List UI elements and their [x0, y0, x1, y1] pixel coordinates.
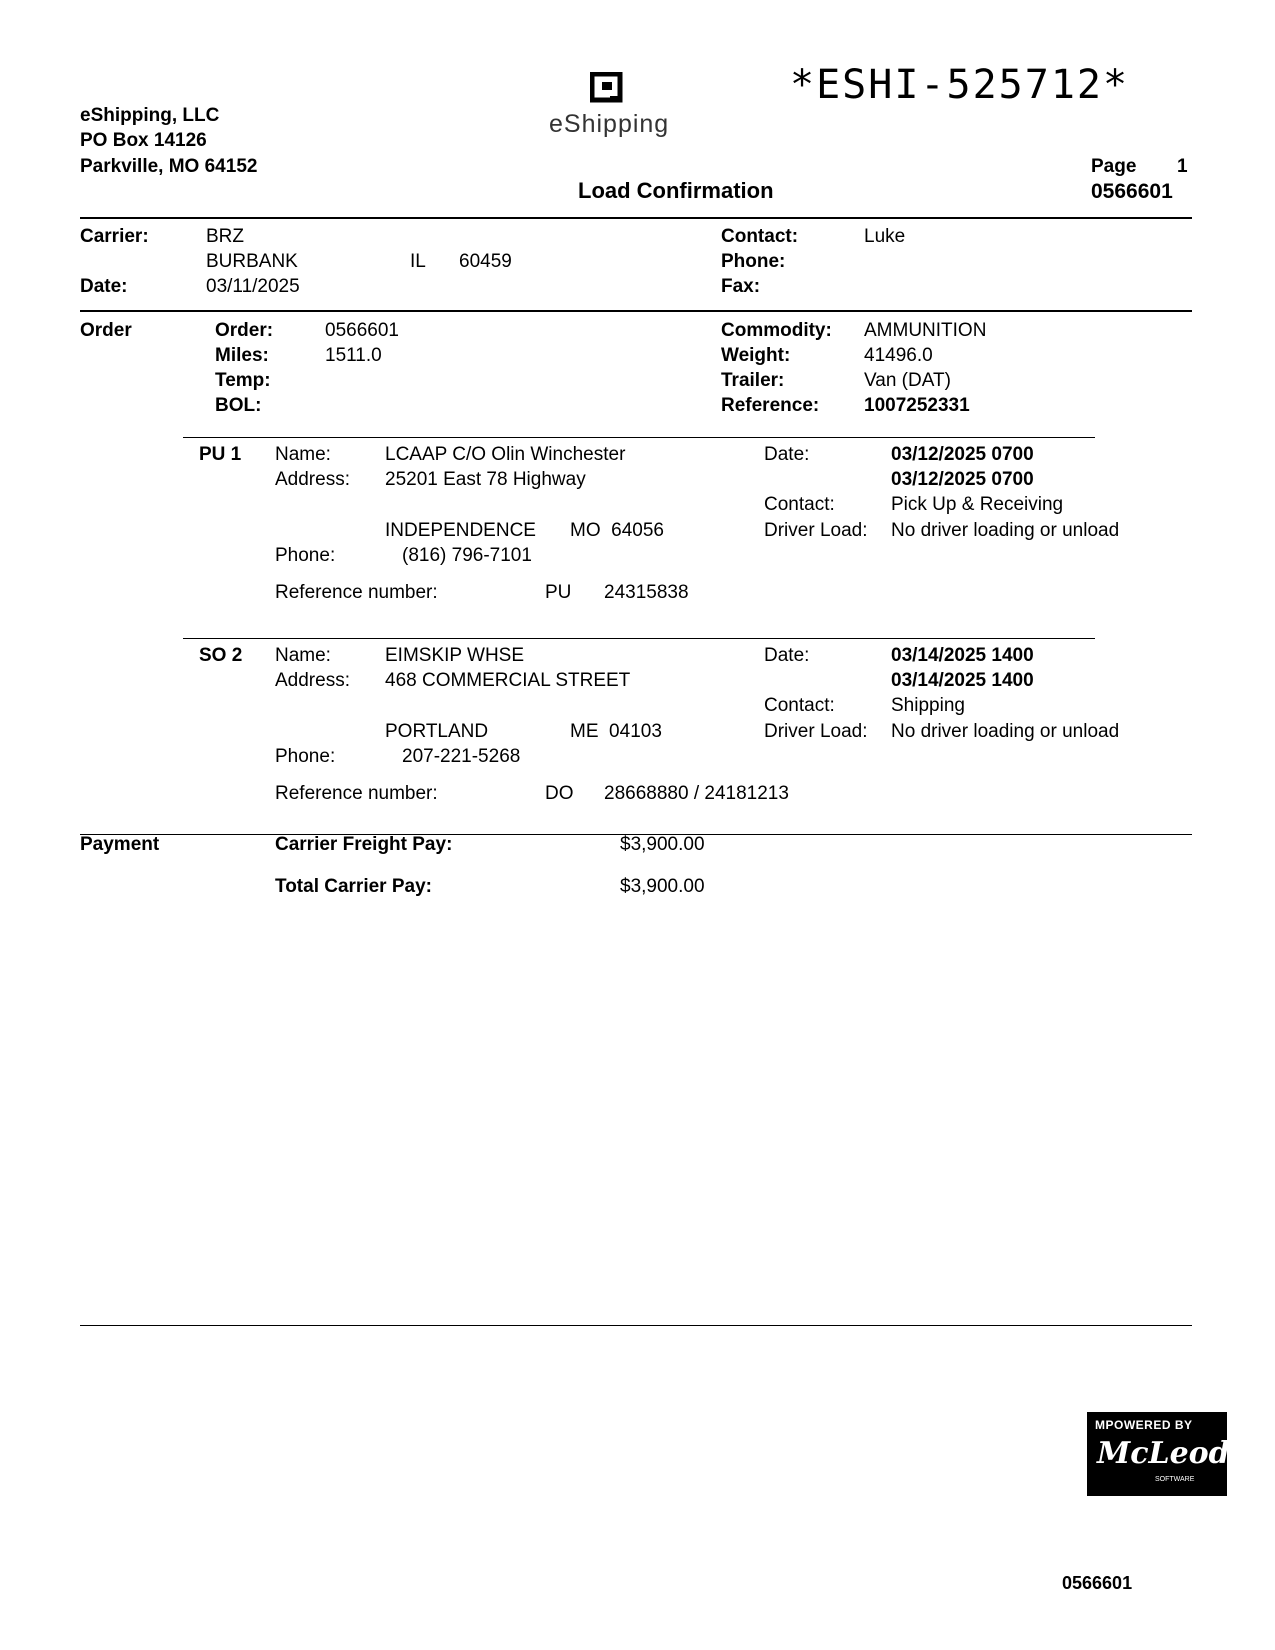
header-divider	[80, 217, 1192, 219]
document-number: 0566601	[1091, 180, 1173, 203]
reference-label: Reference:	[721, 395, 820, 416]
stop-phone-label: Phone:	[275, 545, 336, 566]
trailer-value: Van (DAT)	[864, 370, 951, 391]
mcleod-logo	[1087, 1412, 1230, 1496]
stop-city: PORTLAND	[385, 721, 489, 742]
stop-date-label: Date:	[764, 645, 810, 666]
stop-address-label: Address:	[275, 670, 350, 691]
stop-date-label: Date:	[764, 444, 810, 465]
stop-driver-label: Driver Load:	[764, 721, 868, 742]
stop-driver-load: No driver loading or unload	[891, 520, 1120, 541]
miles-label: Miles:	[215, 345, 269, 366]
weight-value: 41496.0	[864, 345, 933, 366]
mcleod-sub: SOFTWARE	[1155, 1476, 1195, 1483]
stop-name: EIMSKIP WHSE	[385, 645, 525, 666]
carrier-state: IL	[410, 251, 426, 272]
stop-address: 25201 East 78 Highway	[385, 469, 586, 490]
stop-phone: 207-221-5268	[402, 746, 521, 767]
mcleod-tagline: MPOWERED BY	[1095, 1418, 1193, 1432]
trailer-label: Trailer:	[721, 370, 785, 391]
phone-label: Phone:	[721, 251, 786, 272]
carrier-contact: Luke	[864, 226, 906, 247]
miles-value: 1511.0	[325, 345, 382, 366]
carrier-divider	[80, 310, 1192, 312]
stop-phone: (816) 796-7101	[402, 545, 532, 566]
eshipping-logo-icon	[590, 72, 624, 106]
stop-reference-label: Reference number:	[275, 582, 438, 603]
temp-label: Temp:	[215, 370, 271, 391]
stop-name-label: Name:	[275, 444, 331, 465]
stop-contact: Shipping	[891, 695, 965, 716]
stop-name: LCAAP C/O Olin Winchester	[385, 444, 626, 465]
stop-date-early: 03/12/2025 0700	[891, 444, 1034, 465]
freight-pay-label: Carrier Freight Pay:	[275, 834, 453, 855]
footer-document-id: 0566601	[1062, 1573, 1133, 1593]
page-title: Load Confirmation	[578, 178, 774, 203]
total-pay-value: $3,900.00	[620, 876, 705, 897]
stop-code: PU 1	[199, 444, 242, 465]
stop-code: SO 2	[199, 645, 243, 666]
stop-reference-type: PU	[545, 582, 572, 603]
bol-label: BOL:	[215, 395, 262, 416]
contact-label: Contact:	[721, 226, 799, 247]
carrier-code: BRZ	[206, 226, 244, 247]
stop-contact-label: Contact:	[764, 695, 835, 716]
stop-address-label: Address:	[275, 469, 350, 490]
stop-date-early: 03/14/2025 1400	[891, 645, 1034, 666]
stop-contact-label: Contact:	[764, 494, 835, 515]
page-label: Page	[1091, 156, 1137, 177]
stop-state-zip: MO 64056	[570, 520, 664, 541]
stop-date-late: 03/14/2025 1400	[891, 670, 1034, 691]
footer-divider	[80, 1325, 1192, 1326]
weight-label: Weight:	[721, 345, 791, 366]
stop-reference-value: 28668880 / 24181213	[604, 783, 789, 804]
stop-address: 468 COMMERCIAL STREET	[385, 670, 631, 691]
stop-reference-label: Reference number:	[275, 783, 438, 804]
stop-contact: Pick Up & Receiving	[891, 494, 1064, 515]
carrier-label: Carrier:	[80, 226, 149, 247]
commodity-value: AMMUNITION	[864, 320, 987, 341]
mcleod-brand: McLeod	[1097, 1436, 1230, 1471]
order-value: 0566601	[325, 320, 399, 341]
freight-pay-value: $3,900.00	[620, 834, 705, 855]
carrier-date: 03/11/2025	[206, 276, 300, 297]
stop-city: INDEPENDENCE	[385, 520, 536, 541]
stop-date-late: 03/12/2025 0700	[891, 469, 1034, 490]
logo-text: eShipping	[549, 110, 670, 138]
fax-label: Fax:	[721, 276, 761, 297]
stop-driver-load: No driver loading or unload	[891, 721, 1120, 742]
company-name: eShipping, LLC	[80, 105, 220, 126]
date-label: Date:	[80, 276, 128, 297]
payment-section-label: Payment	[80, 834, 160, 855]
stop-phone-label: Phone:	[275, 746, 336, 767]
stop-divider	[183, 437, 1095, 438]
carrier-zip: 60459	[459, 251, 512, 272]
order-label: Order:	[215, 320, 274, 341]
stop-divider	[183, 638, 1095, 639]
page-number: 1	[1177, 156, 1188, 177]
stop-state-zip: ME 04103	[570, 721, 662, 742]
stop-name-label: Name:	[275, 645, 331, 666]
stop-reference-type: DO	[545, 783, 574, 804]
barcode-text: *ESHI-525712*	[790, 62, 1130, 108]
commodity-label: Commodity:	[721, 320, 832, 341]
total-pay-label: Total Carrier Pay:	[275, 876, 432, 897]
order-section-label: Order	[80, 320, 132, 341]
company-address-line2: Parkville, MO 64152	[80, 156, 258, 177]
stop-reference-value: 24315838	[604, 582, 689, 603]
reference-value: 1007252331	[864, 395, 970, 416]
stop-driver-label: Driver Load:	[764, 520, 868, 541]
company-address-line1: PO Box 14126	[80, 130, 207, 151]
carrier-city: BURBANK	[206, 251, 298, 272]
